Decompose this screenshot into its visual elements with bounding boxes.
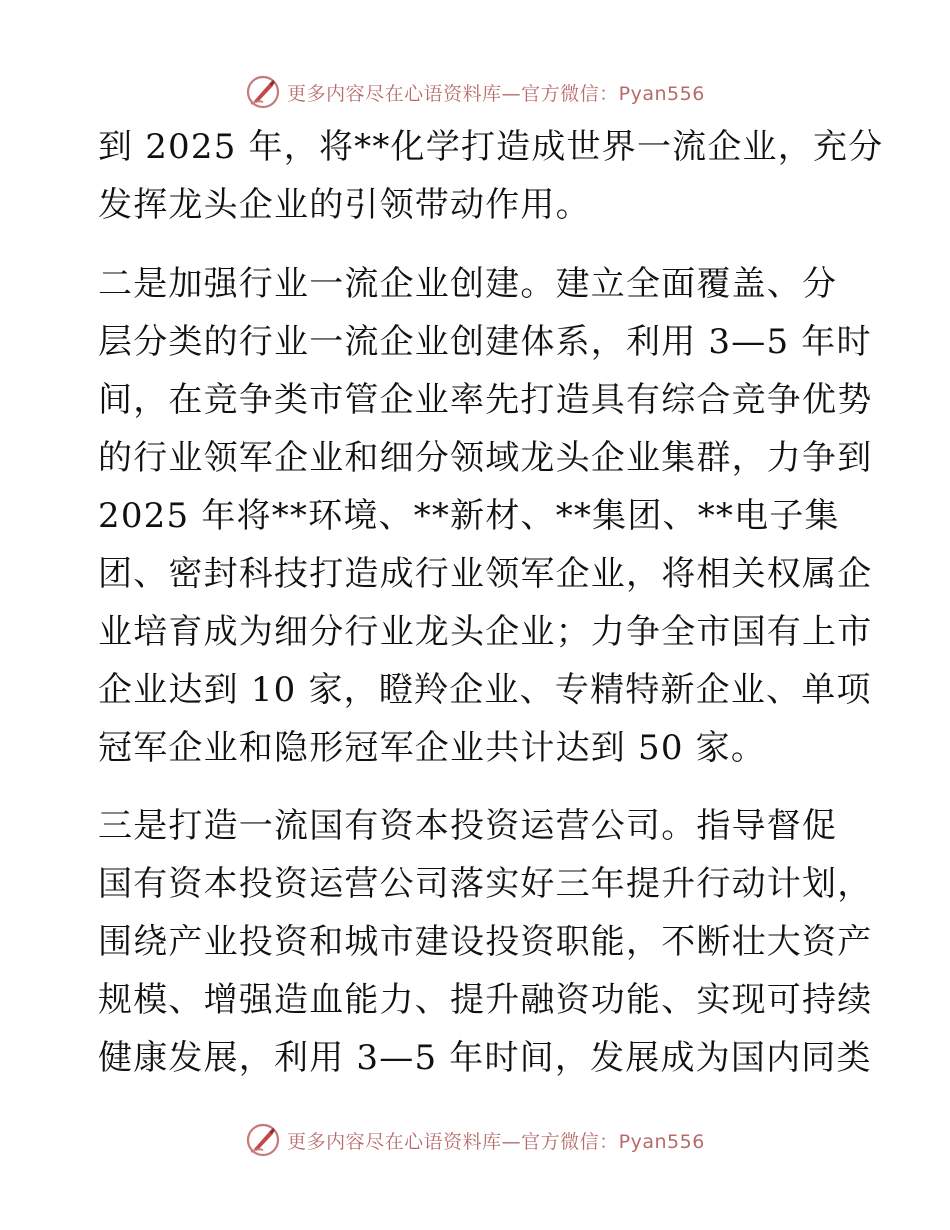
text-line: 层分类的行业一流企业创建体系，利用 3—5 年时 bbox=[98, 322, 872, 362]
text-line: 间，在竞争类市管企业率先打造具有综合竞争优势 bbox=[98, 380, 873, 420]
text-line: 围绕产业投资和城市建设投资职能，不断壮大资产 bbox=[98, 922, 873, 962]
text-line: 规模、增强造血能力、提升融资功能、实现可持续 bbox=[98, 980, 873, 1020]
text-line: 三是打造一流国有资本投资运营公司。指导督促 bbox=[98, 806, 838, 846]
paragraph-3 bbox=[98, 797, 873, 1087]
text-line: 国有资本投资运营公司落实好三年提升行动计划， bbox=[98, 864, 873, 904]
text-line: 2025 年将**环境、**新材、**集团、**电子集 bbox=[98, 496, 840, 536]
paragraph-2 bbox=[98, 255, 873, 777]
text-line: 发挥龙头企业的引领带动作用。 bbox=[98, 185, 591, 225]
text-line: 到 2025 年，将**化学打造成世界一流企业，充分 bbox=[98, 127, 884, 167]
header-watermark bbox=[0, 72, 950, 112]
text-line: 冠军企业和隐形冠军企业共计达到 50 家。 bbox=[98, 728, 767, 768]
quill-pen-icon bbox=[245, 74, 281, 110]
text-line: 的行业领军企业和细分领域龙头企业集群，力争到 bbox=[98, 438, 873, 478]
text-line: 二是加强行业一流企业创建。建立全面覆盖、分 bbox=[98, 264, 838, 304]
watermark-text: 更多内容尽在心语资料库—官方微信：Pyan556 bbox=[287, 1130, 705, 1153]
watermark-text: 更多内容尽在心语资料库—官方微信：Pyan556 bbox=[287, 82, 705, 105]
paragraph-1 bbox=[98, 118, 884, 234]
text-line: 团、密封科技打造成行业领军企业，将相关权属企 bbox=[98, 554, 873, 594]
text-line: 健康发展，利用 3—5 年时间，发展成为国内同类 bbox=[98, 1038, 872, 1078]
text-line: 业培育成为细分行业龙头企业；力争全市国有上市 bbox=[98, 612, 873, 652]
quill-pen-icon bbox=[245, 1122, 281, 1158]
footer-watermark bbox=[0, 1120, 950, 1160]
text-line: 企业达到 10 家，瞪羚企业、专精特新企业、单项 bbox=[98, 670, 872, 710]
